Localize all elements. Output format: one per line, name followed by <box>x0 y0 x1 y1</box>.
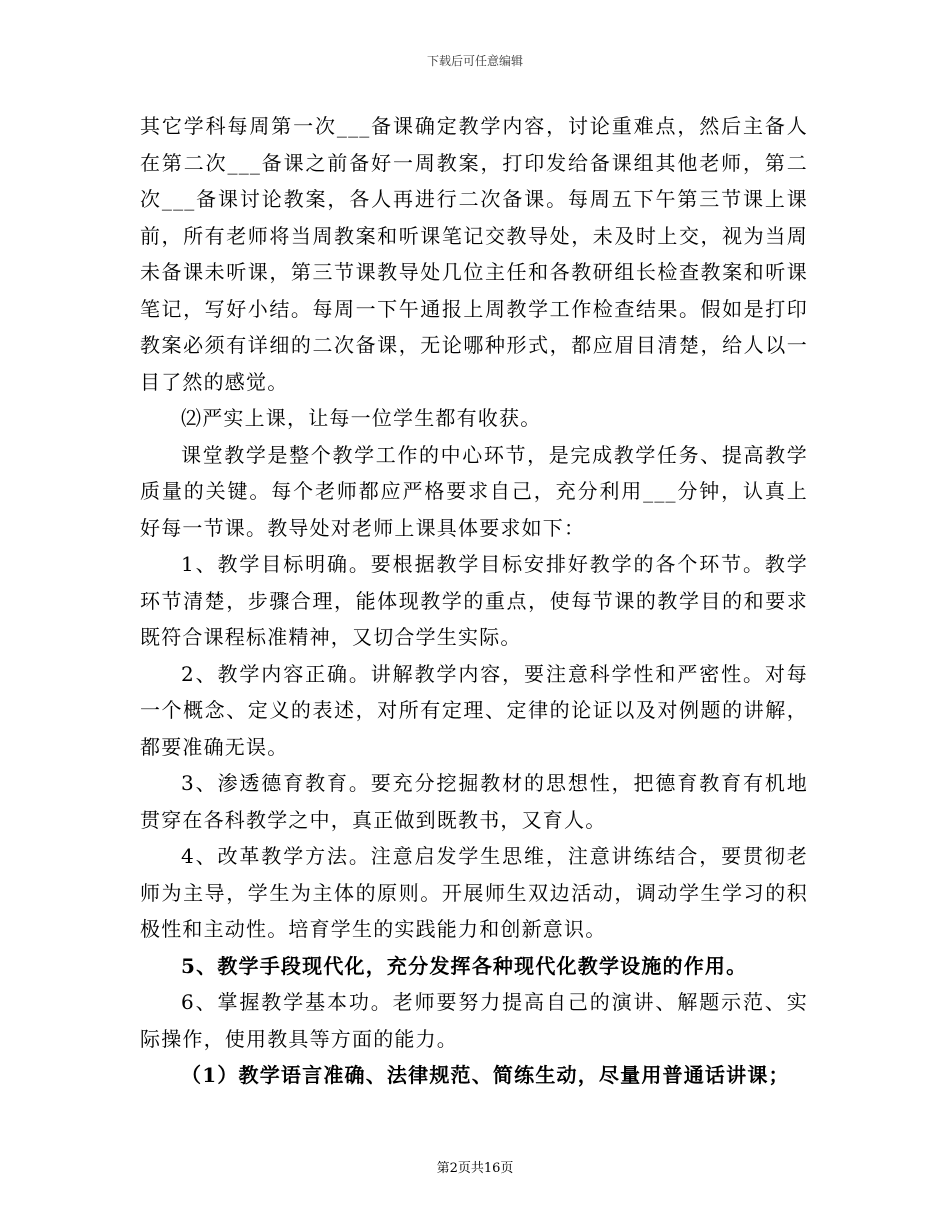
paragraph-strict-class: ⑵严实上课，让每一位学生都有收获。 <box>181 406 542 430</box>
document-body <box>140 108 808 1094</box>
paragraph-item-5: 5、教学手段现代化，充分发挥各种现代化教学设施的作用。 <box>181 953 748 978</box>
paragraph-subitem-1: （1）教学语言准确、法律规范、简练生动，尽量用普通话讲课； <box>181 1063 790 1087</box>
paragraph-item-4: 4、改革教学方法。注意启发学生思维，注意讲练结合，要贯彻老师为主导，学生为主体的原则。开展师生双边活动，调动学生学习的积极性和主动性。培育学生的实践能力和创新意识。 <box>140 844 808 941</box>
page-footer: 第2页共16页 <box>436 1161 514 1176</box>
paragraph-lesson-prep: 其它学科每周第一次___备课确定教学内容，讨论重难点，然后主备人在第二次___备课之前备好一周教案，打印发给备课组其他老师，第二次___备课讨论教案，各人再进行二次备课。每周五下午第三节课上课前，所有老师将当周教案和听课笔记交教导处，未及时上交，视为当周未备课未听课，第三节课教导处几位主任和各教研组长检查教案和听课笔记，写好小结。每周一下午通报上周教学工作检查结果。假如是打印教案必须有详细的二次备课，无论哪种形式，都应眉目清楚，给人以一目了然的感觉。 <box>140 114 808 394</box>
paragraph-classroom-teaching: 课堂教学是整个教学工作的中心环节，是完成教学任务、提高教学质量的关键。每个老师都应严格要求自己，充分利用___分钟，认真上好每一节课。教导处对老师上课具体要求如下： <box>140 442 808 540</box>
page-header: 下载后可任意编辑 <box>426 54 523 68</box>
paragraph-item-6: 6、掌握教学基本功。老师要努力提高自己的演讲、解题示范、实际操作，使用教具等方面的能力。 <box>140 990 808 1051</box>
paragraph-item-1: 1、教学目标明确。要根据教学目标安排好教学的各个环节。教学环节清楚，步骤合理，能体现教学的重点，使每节课的教学目的和要求既符合课程标准精神，又切合学生实际。 <box>140 552 808 649</box>
paragraph-item-2: 2、教学内容正确。讲解教学内容，要注意科学性和严密性。对每一个概念、定义的表述，对所有定理、定律的论证以及对例题的讲解，都要准确无误。 <box>140 661 808 759</box>
paragraph-item-3: 3、渗透德育教育。要充分挖掘教材的思想性，把德育教育有机地贯穿在各科教学之中，真正做到既教书，又育人。 <box>140 771 808 832</box>
